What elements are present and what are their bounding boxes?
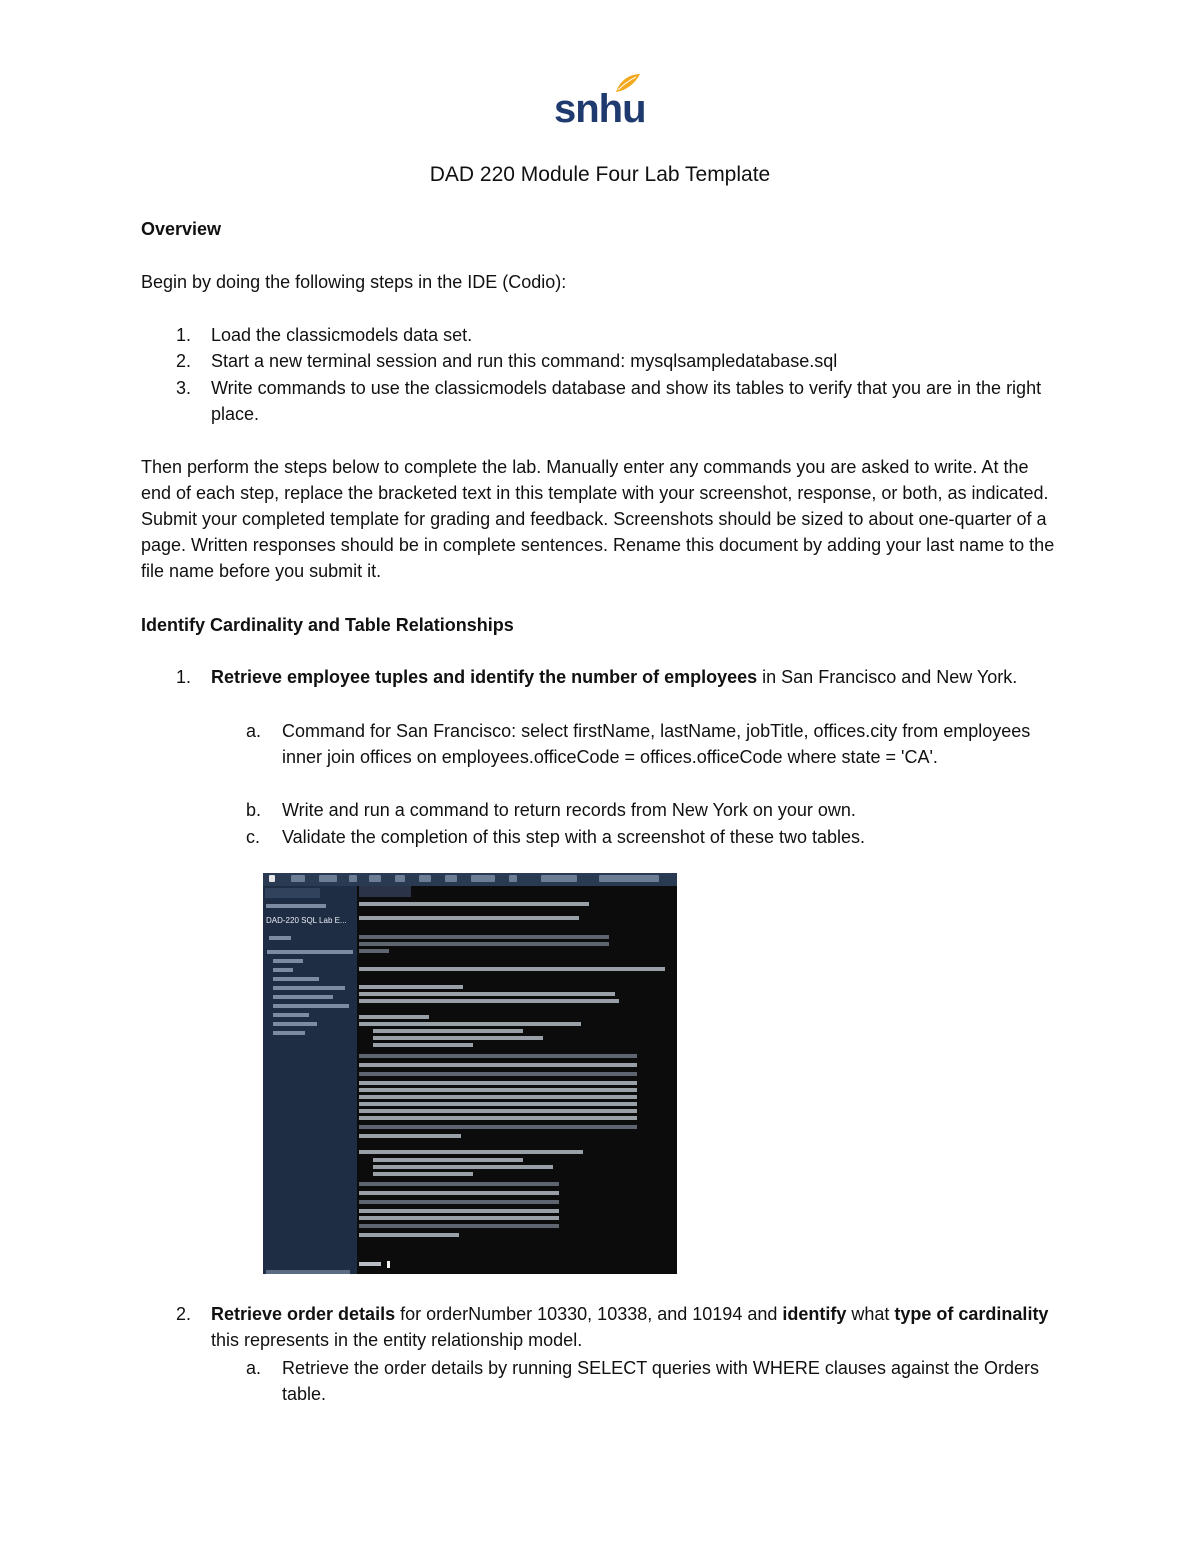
sub-text: Validate the completion of this step with a screenshot of these two tables. [282,827,865,847]
sub-letter: a. [246,721,262,741]
list-number: 3. [176,378,192,398]
plain-text: for orderNumber 10330, 10338, and 10194 and [395,1304,783,1324]
page-title: DAD 220 Module Four Lab Template [429,163,771,186]
list-text [211,664,1061,690]
sub-letter: b. [246,800,262,820]
logo-text: snhu [554,87,646,131]
terminal-cursor [387,1261,390,1268]
list-number: 2. [176,1304,192,1324]
bold-text: type of cardinality [894,1304,1049,1324]
instructions-paragraph: Then perform the steps below to complete the lab. Manually enter any commands you are asked to write. At the end of each step, replace the bracketed text in this template with your screenshot, response, or both, as indicated. Submit your completed template for grading and feedback. Screenshots should be sized to about one-quarter of a page. Written responses should be in complete sentences. Rename this document by adding your last name to the file name before you submit it. [141,457,1055,581]
bold-text: identify [782,1304,847,1324]
plain-text: this represents in the entity relationship model. [211,1330,583,1350]
sub-text: Command for San Francisco: select firstName, lastName, jobTitle, offices.city from employees inner join offices on employees.officeCode = offices.officeCode where state = 'CA'. [282,721,1031,767]
file-tree-sidebar [263,886,357,1274]
list-text [211,1301,1061,1353]
overview-heading: Overview [141,219,222,239]
section-heading: Identify Cardinality and Table Relationships [141,615,514,635]
terminal-tab [359,886,411,897]
list-text: Load the classicmodels data set. [211,325,473,345]
sub-letter: c. [246,827,261,847]
list-text: Write commands to use the classicmodels database and show its tables to verify that you are in the right place. [211,378,1042,424]
snhu-logo [554,72,646,134]
plain-text: in San Francisco and New York. [757,667,1018,687]
ide-menubar [263,873,677,886]
list-number: 1. [176,667,192,687]
sub-text: Retrieve the order details by running SELECT queries with WHERE clauses against the Orders table. [282,1358,1040,1404]
project-title: DAD-220 SQL Lab E... [266,916,347,925]
sub-letter: a. [246,1358,262,1378]
list-number: 1. [176,325,192,345]
terminal-screenshot [263,873,677,1274]
list-text: Start a new terminal session and run this command: mysqlsampledatabase.sql [211,351,838,371]
sub-text: Write and run a command to return records from New York on your own. [282,800,856,820]
list-number: 2. [176,351,192,371]
bold-text: Retrieve order details [211,1304,396,1324]
overview-intro: Begin by doing the following steps in the IDE (Codio): [141,272,567,292]
bold-text: Retrieve employee tuples and identify the number of employees [211,667,758,687]
plain-text: what [846,1304,895,1324]
